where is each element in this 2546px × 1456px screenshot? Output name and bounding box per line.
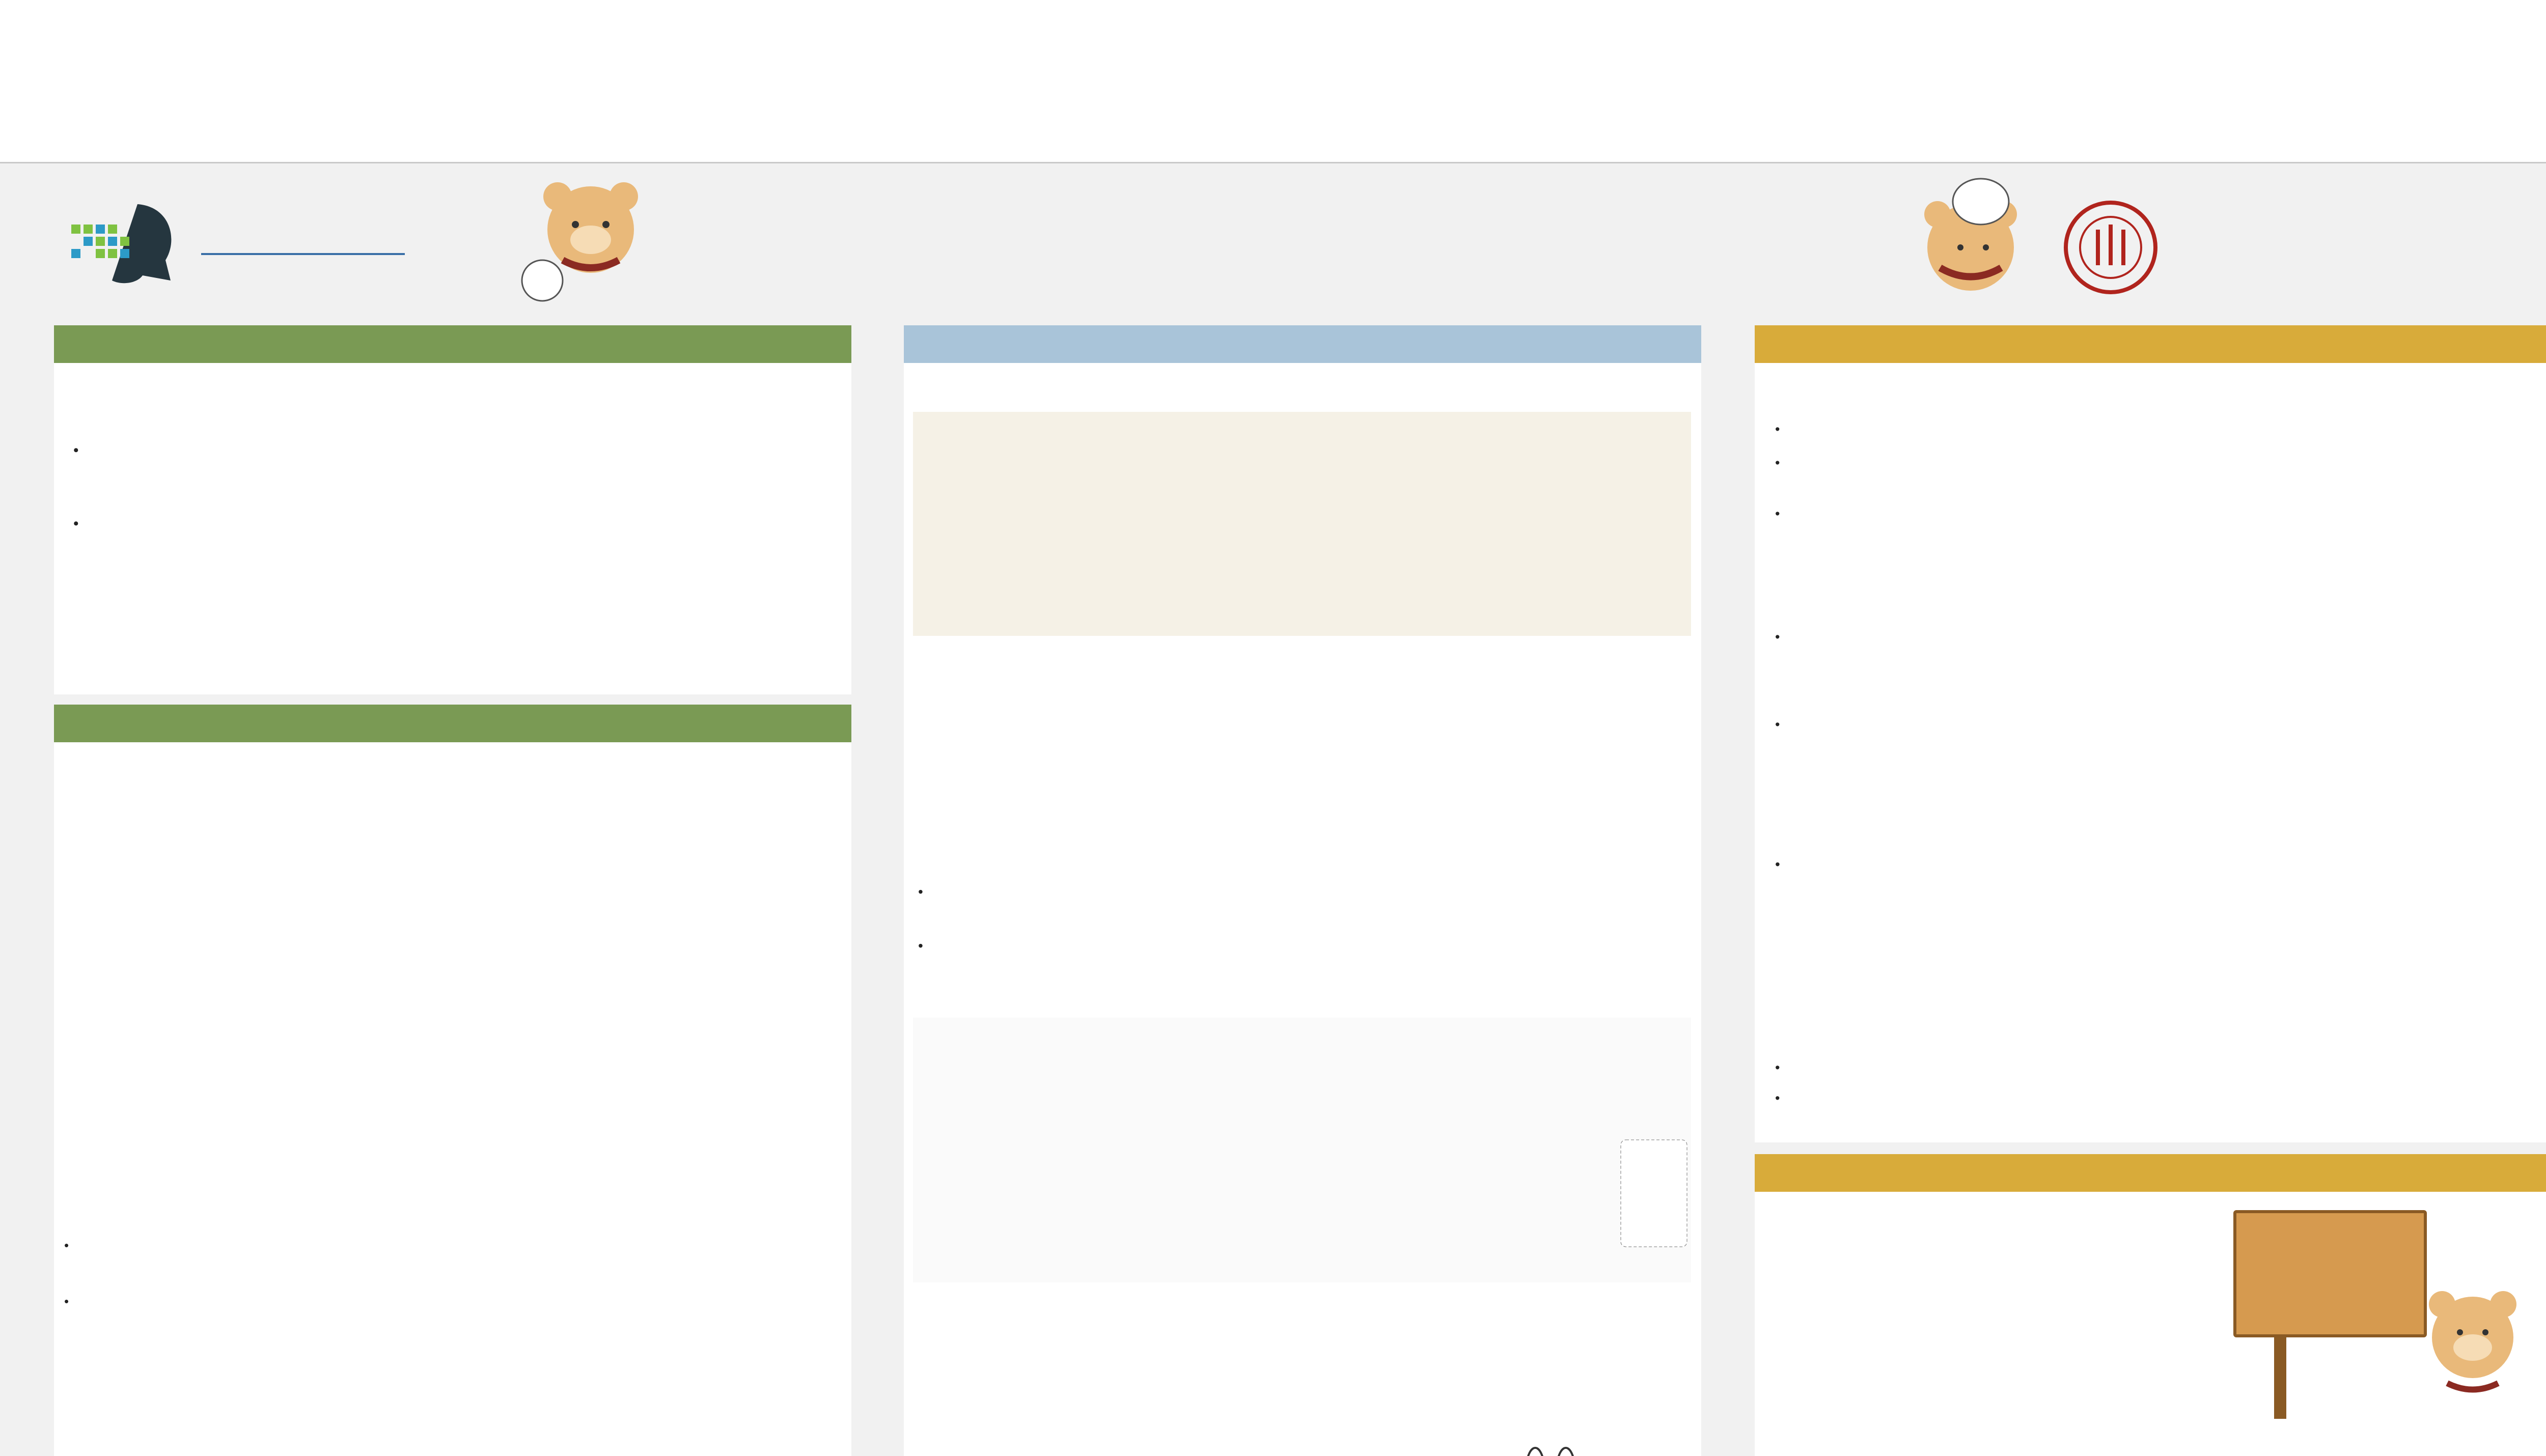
circuit-diagram-svg <box>913 1018 1691 1282</box>
remark-ood: • <box>64 1294 69 1309</box>
section-2-heading <box>54 705 851 742</box>
question-1: • <box>73 442 79 459</box>
insight-2: • <box>918 938 923 954</box>
accuracy-plots-svg <box>913 643 1691 837</box>
bullet-noise: • <box>1775 856 1780 872</box>
iclr-logo-icon <box>61 194 178 291</box>
bear-mascot-icon <box>514 174 667 306</box>
question-2: • <box>73 515 79 532</box>
section-5-heading <box>1755 1154 2546 1192</box>
section-1-heading <box>54 325 851 363</box>
bullet-with-cot: • <box>1775 455 1780 470</box>
section-3-heading <box>904 325 1701 363</box>
section-structural <box>1755 325 2546 1142</box>
ruc-seal-icon <box>2062 199 2159 296</box>
rabbit-mascot-icon <box>1495 1445 1607 1456</box>
legend-box <box>1621 1140 1687 1247</box>
column-1 <box>54 325 851 1456</box>
id-ood-box <box>913 412 1691 636</box>
bullet-two-hop: • <box>1775 422 1780 437</box>
contact-sign <box>2233 1210 2427 1337</box>
sign-post <box>2274 1337 2286 1419</box>
poster-header <box>0 163 2546 306</box>
section-circuits <box>904 325 1701 1456</box>
bullet-without-cot: • <box>1775 506 1780 521</box>
section-generalization <box>54 705 851 1456</box>
bullet-layer-index: • <box>1775 629 1780 645</box>
bear-waving-icon <box>2417 1281 2529 1398</box>
accuracy-plots <box>913 643 1691 837</box>
section-4-heading <box>1755 325 2546 363</box>
section-contact <box>1755 1154 2546 1456</box>
bullet-future-2: • <box>1775 1090 1780 1106</box>
noise-plots-svg <box>2101 804 2529 1018</box>
remark-id: • <box>64 1238 69 1253</box>
bear-with-rabbit-icon <box>1894 166 2057 303</box>
insight-1: • <box>918 884 923 900</box>
noise-plots <box>2101 804 2529 1018</box>
bullet-weights: • <box>1775 717 1780 732</box>
bullet-future-1: • <box>1775 1060 1780 1075</box>
poster <box>0 162 2546 1456</box>
section-intro <box>54 325 851 694</box>
iclr-subtitle <box>201 253 405 255</box>
circuit-diagram <box>913 1018 1691 1282</box>
